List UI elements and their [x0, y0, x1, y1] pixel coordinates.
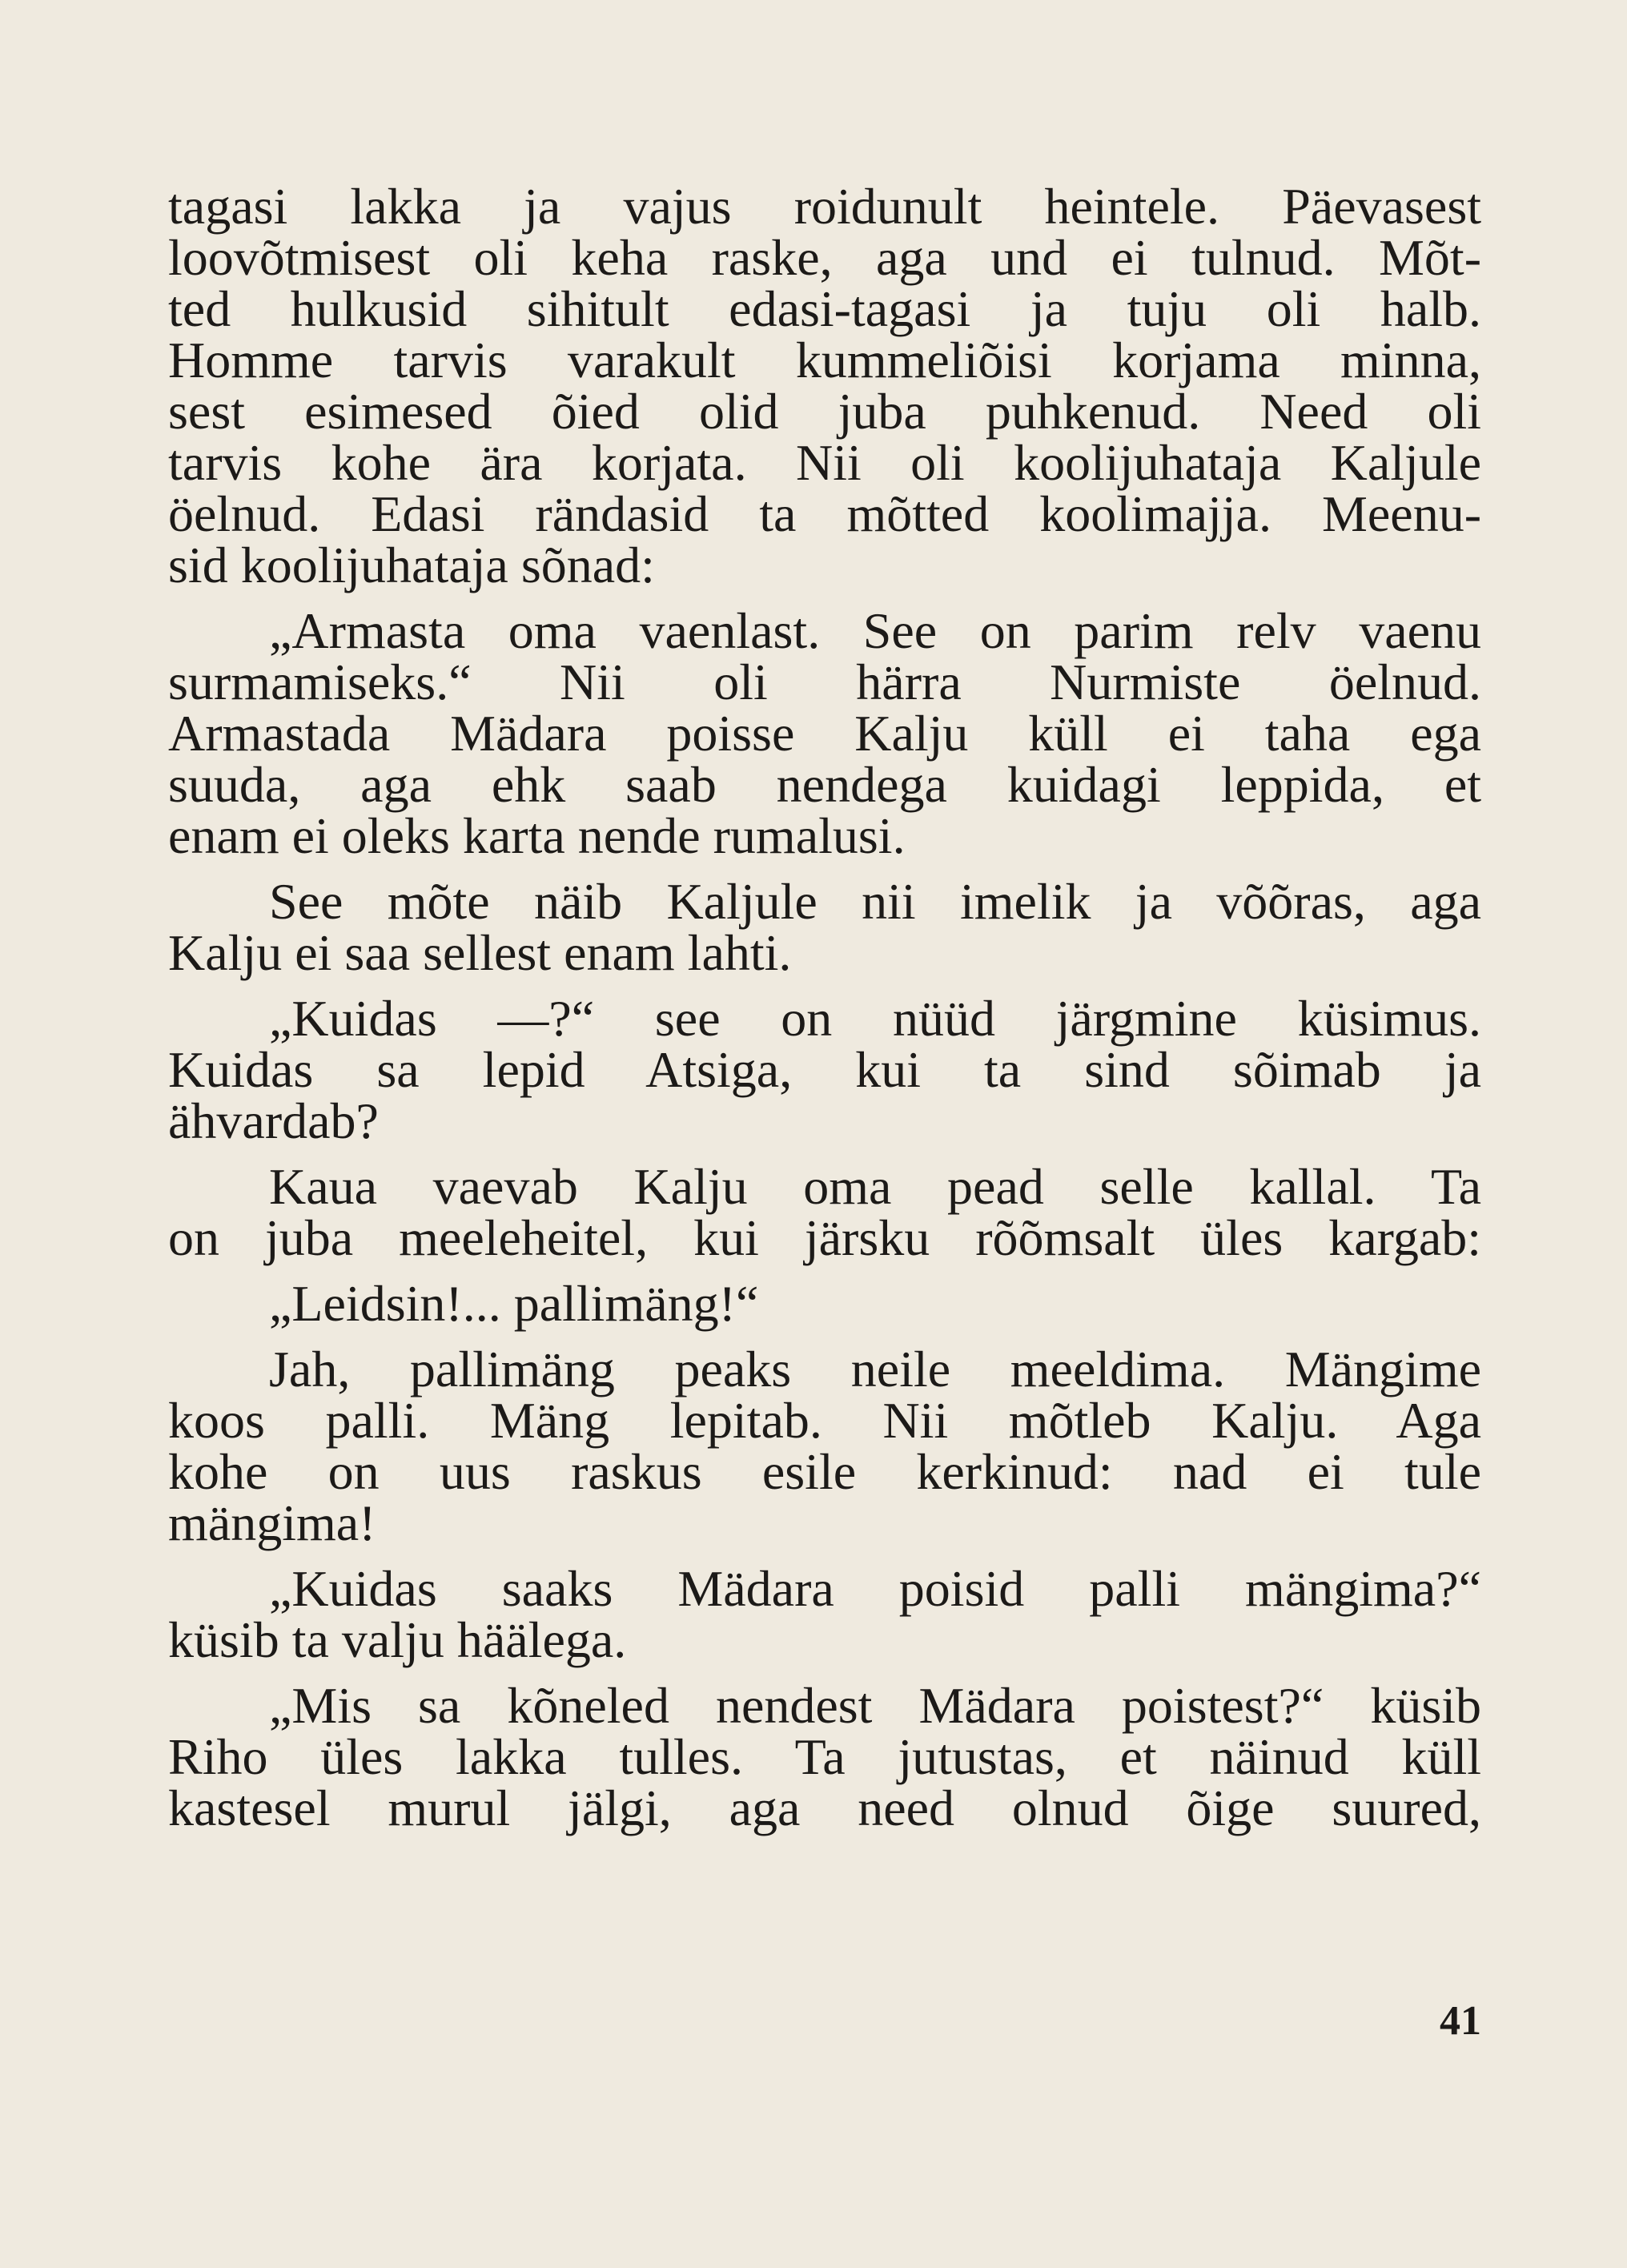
text-line: sid koolijuhataja sõnad: [168, 537, 655, 593]
text-line: on juba meeleheitel, kui järsku rõõmsalt üles kargab: [168, 1209, 1481, 1266]
paragraph [168, 178, 1481, 593]
text-line: kohe on uus raskus esile kerkinud: nad ei tule [168, 1443, 1481, 1500]
text-line: öelnud. Edasi rändasid ta mõtted koolimajja. Meenu- [168, 485, 1481, 542]
text-line: „Kuidas saaks Mädara poisid palli mängima?“ [269, 1560, 1481, 1617]
paragraph [168, 602, 1481, 864]
text-line: Riho üles lakka tulles. Ta jutustas, et näinud küll [168, 1728, 1481, 1785]
text-line: loovõtmisest oli keha raske, aga und ei tulnud. Mõt- [168, 229, 1481, 286]
text-line: „Kuidas —?“ see on nüüd järgmine küsimus. [269, 990, 1481, 1047]
text-line: Homme tarvis varakult kummeliõisi korjama minna, [168, 332, 1481, 388]
paragraph [168, 1560, 1481, 1668]
text-line: „Leidsin!... pallimäng!“ [269, 1275, 759, 1332]
text-line: Armastada Mädara poisse Kalju küll ei taha ega [168, 705, 1481, 762]
paragraph [168, 873, 1481, 981]
text-line: küsib ta valju häälega. [168, 1611, 627, 1668]
paragraph [168, 990, 1481, 1149]
text-line: ted hulkusid sihitult edasi-tagasi ja tuju oli halb. [168, 280, 1481, 337]
text-line: „Armasta oma vaenlast. See on parim relv vaenu [269, 602, 1481, 659]
paragraph [168, 1341, 1481, 1551]
text-line: kastesel murul jälgi, aga need olnud õige suured, [168, 1779, 1481, 1836]
text-line: sest esimesed õied olid juba puhkenud. Need oli [168, 383, 1481, 440]
text-line: enam ei oleks karta nende rumalusi. [168, 807, 906, 864]
text-line: tagasi lakka ja vajus roidunult heintele. Päevasest [168, 178, 1481, 235]
paragraph [168, 1158, 1481, 1266]
text-line: koos palli. Mäng lepitab. Nii mõtleb Kalju. Aga [168, 1392, 1481, 1449]
text-line: surmamiseks.“ Nii oli härra Nurmiste öelnud. [168, 653, 1481, 710]
text-line: Kuidas sa lepid Atsiga, kui ta sind sõimab ja [168, 1041, 1481, 1098]
text-line: mängima! [168, 1494, 376, 1551]
paragraph [168, 1275, 1481, 1332]
text-line: Jah, pallimäng peaks neile meeldima. Mängime [269, 1341, 1481, 1397]
text-line: Kalju ei saa sellest enam lahti. [168, 924, 792, 981]
text-line: ähvardab? [168, 1092, 379, 1149]
text-line: „Mis sa kõneled nendest Mädara poistest?“ küsib [269, 1677, 1481, 1734]
paragraph [168, 1677, 1481, 1836]
text-line: Kaua vaevab Kalju oma pead selle kallal. Ta [269, 1158, 1481, 1215]
page-number: 41 [1440, 1998, 1481, 2044]
text-line: tarvis kohe ära korjata. Nii oli koolijuhataja Kaljule [168, 434, 1481, 491]
text-line: suuda, aga ehk saab nendega kuidagi leppida, et [168, 756, 1481, 813]
body-text [168, 178, 1481, 1836]
text-line: See mõte näib Kaljule nii imelik ja võõras, aga [269, 873, 1481, 930]
